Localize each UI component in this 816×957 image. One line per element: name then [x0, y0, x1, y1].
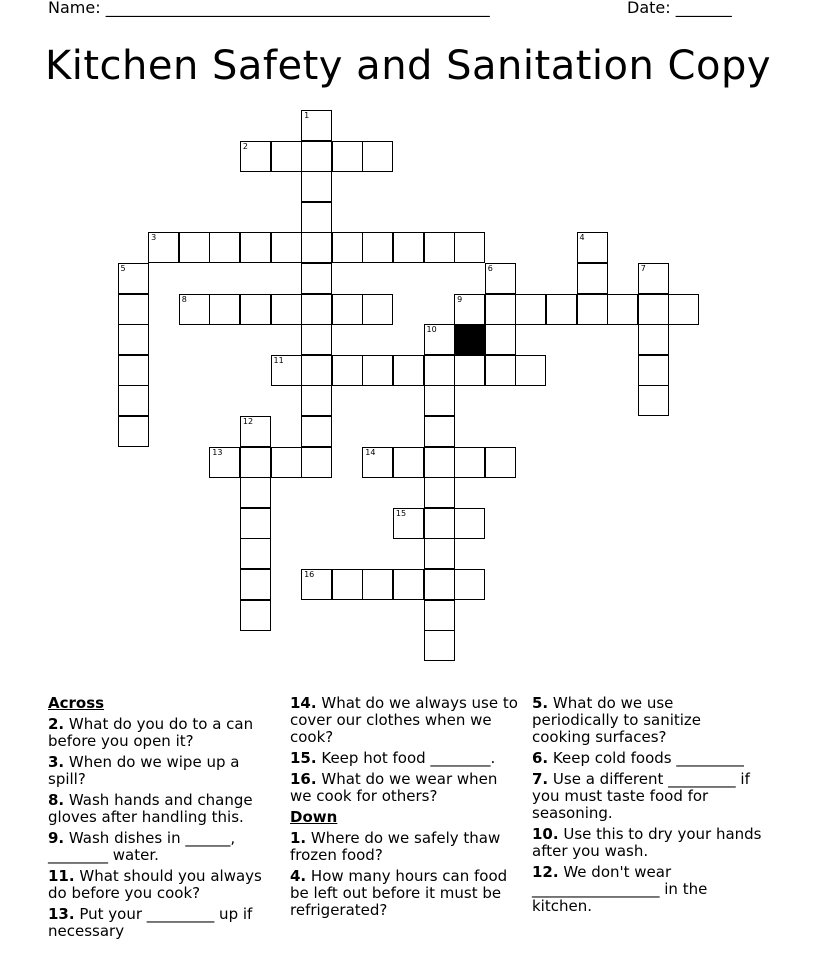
name-blank[interactable]: ________________________________________________: [105, 0, 490, 17]
grid-cell[interactable]: [301, 355, 332, 386]
clue-across-3: 3. When do we wipe up a spill?: [48, 753, 240, 788]
clue-number: 8: [181, 294, 187, 304]
clue-number: 2: [242, 141, 248, 151]
grid-cell[interactable]: [362, 355, 393, 386]
grid-cell[interactable]: [148, 232, 179, 263]
clue-number: 12: [242, 417, 254, 426]
grid-cell[interactable]: [118, 385, 149, 416]
grid-cell[interactable]: [638, 294, 669, 325]
clue-down-1: 1. Where do we safely thaw frozen food?: [290, 829, 501, 864]
clue-across-11: 11. What should you always do before you cook?: [48, 867, 262, 902]
grid-cell[interactable]: [362, 232, 393, 263]
grid-cell[interactable]: [577, 263, 608, 294]
grid-cell[interactable]: [607, 294, 638, 325]
clue-across-16: 16. What do we wear when we cook for others?: [290, 770, 498, 805]
grid-cell[interactable]: [240, 294, 271, 325]
clue-across-14: 14. What do we always use to cover our clothes when we cook?: [290, 694, 518, 746]
grid-cell[interactable]: [271, 294, 302, 325]
grid-cell[interactable]: [577, 232, 608, 263]
date-blank[interactable]: _______: [675, 0, 732, 17]
grid-cell[interactable]: [240, 477, 271, 508]
grid-cell[interactable]: [454, 355, 485, 386]
grid-cell[interactable]: [638, 385, 669, 416]
name-label: Name:: [48, 0, 101, 17]
grid-cell[interactable]: [118, 355, 149, 386]
grid-cell[interactable]: [424, 416, 455, 447]
grid-cell[interactable]: [240, 600, 271, 631]
date-label: Date:: [627, 0, 671, 17]
grid-cell[interactable]: [393, 508, 424, 539]
grid-cell[interactable]: [424, 385, 455, 416]
grid-cell[interactable]: [240, 416, 271, 447]
grid-cell[interactable]: [301, 232, 332, 263]
grid-cell[interactable]: [301, 294, 332, 325]
clue-down-10: 10. Use this to dry your hands after you wash.: [532, 825, 762, 860]
grid-cell[interactable]: [301, 416, 332, 447]
page-title: Kitchen Safety and Sanitation Copy: [44, 43, 772, 89]
grid-cell[interactable]: [485, 355, 516, 386]
grid-cell[interactable]: [454, 294, 485, 325]
grid-cell[interactable]: [240, 538, 271, 569]
grid-cell[interactable]: [271, 141, 302, 172]
grid-cell[interactable]: [424, 508, 455, 539]
grid-cell[interactable]: [454, 508, 485, 539]
grid-cell[interactable]: [577, 294, 608, 325]
grid-cell[interactable]: [118, 294, 149, 325]
grid-cell[interactable]: [118, 416, 149, 447]
grid-cell[interactable]: [424, 447, 455, 478]
clue-number: 11: [273, 355, 284, 365]
grid-cell[interactable]: [240, 569, 271, 600]
grid-cell[interactable]: [393, 355, 424, 386]
clue-number: 14: [365, 447, 376, 457]
grid-cell[interactable]: [118, 324, 149, 355]
grid-cell[interactable]: [301, 202, 332, 233]
clue-number: 16: [304, 570, 315, 579]
grid-cell[interactable]: [332, 141, 363, 172]
grid-cell[interactable]: [332, 355, 363, 386]
grid-cell[interactable]: [515, 355, 546, 386]
clue-down-6: 6. Keep cold foods _________: [532, 749, 744, 767]
clue-number: 15: [395, 508, 407, 518]
grid-cell[interactable]: [362, 141, 393, 172]
grid-cell[interactable]: [424, 477, 455, 508]
grid-cell[interactable]: [271, 232, 302, 263]
grid-cell[interactable]: [424, 630, 455, 661]
grid-cell[interactable]: [485, 324, 516, 355]
grid-cell[interactable]: [240, 508, 271, 539]
grid-cell[interactable]: [240, 141, 271, 172]
blocked-cell: [454, 324, 485, 355]
grid-cell[interactable]: [209, 294, 240, 325]
grid-cell[interactable]: [362, 569, 393, 600]
grid-cell[interactable]: [179, 232, 210, 263]
grid-cell[interactable]: [424, 324, 455, 355]
clue-number: 10: [426, 325, 437, 335]
grid-cell[interactable]: [271, 355, 302, 386]
grid-cell[interactable]: [454, 447, 485, 478]
grid-cell[interactable]: [301, 141, 332, 172]
grid-cell[interactable]: [301, 385, 332, 416]
across-heading: Across: [48, 694, 105, 712]
down-heading: Down: [290, 808, 338, 826]
clue-down-7: 7. Use a different _________ if you must taste food for seasoning.: [532, 770, 750, 822]
grid-cell[interactable]: [485, 294, 516, 325]
grid-cell[interactable]: [638, 324, 669, 355]
grid-cell[interactable]: [271, 447, 302, 478]
grid-cell[interactable]: [240, 447, 271, 478]
grid-cell[interactable]: [424, 232, 455, 263]
grid-cell[interactable]: [424, 569, 455, 600]
clue-number: 5: [120, 264, 126, 273]
grid-cell[interactable]: [332, 569, 363, 600]
clue-across-15: 15. Keep hot food ________.: [290, 749, 496, 767]
clue-column-1: [48, 695, 280, 944]
grid-cell[interactable]: [301, 110, 332, 141]
grid-cell[interactable]: [668, 294, 699, 325]
clue-across-9: 9. Wash dishes in ______, ________ water.: [48, 829, 236, 864]
grid-cell[interactable]: [209, 232, 240, 263]
grid-cell[interactable]: [638, 263, 669, 294]
grid-cell[interactable]: [301, 569, 332, 600]
grid-cell[interactable]: [424, 538, 455, 569]
grid-cell[interactable]: [454, 569, 485, 600]
clue-number: 3: [151, 233, 157, 243]
grid-cell[interactable]: [393, 447, 424, 478]
clue-across-8: 8. Wash hands and change gloves after handling this.: [48, 791, 253, 826]
grid-cell[interactable]: [240, 232, 271, 263]
grid-cell[interactable]: [301, 324, 332, 355]
grid-cell[interactable]: [118, 263, 149, 294]
clue-number: 4: [579, 233, 585, 243]
grid-cell[interactable]: [179, 294, 210, 325]
grid-cell[interactable]: [362, 447, 393, 478]
clue-down-4: 4. How many hours can food be left out before it must be refrigerated?: [290, 867, 508, 919]
grid-cell[interactable]: [546, 294, 577, 325]
clue-number: 9: [457, 294, 463, 304]
clue-number: 1: [304, 111, 310, 120]
clue-column-2: [290, 695, 522, 923]
clue-across-2: 2. What do you do to a can before you open it?: [48, 715, 254, 750]
grid-cell[interactable]: [393, 569, 424, 600]
grid-cell[interactable]: [301, 171, 332, 202]
grid-cell[interactable]: [638, 355, 669, 386]
clue-column-3: [532, 695, 764, 919]
grid-cell[interactable]: [332, 232, 363, 263]
clue-down-5: 5. What do we use periodically to sanitize cooking surfaces?: [532, 694, 702, 746]
grid-cell[interactable]: [301, 263, 332, 294]
grid-cell[interactable]: [424, 355, 455, 386]
grid-cell[interactable]: [485, 263, 516, 294]
grid-cell[interactable]: [332, 294, 363, 325]
clue-number: 13: [212, 447, 223, 457]
clue-number: 6: [487, 264, 493, 273]
clue-down-12: 12. We don't wear _________________ in the kitchen.: [532, 863, 708, 915]
grid-cell[interactable]: [424, 600, 455, 631]
grid-cell[interactable]: [515, 294, 546, 325]
grid-cell[interactable]: [454, 232, 485, 263]
grid-cell[interactable]: [209, 447, 240, 478]
grid-cell[interactable]: [393, 232, 424, 263]
clue-across-13: 13. Put your _________ up if necessary: [48, 905, 253, 940]
grid-cell[interactable]: [301, 447, 332, 478]
grid-cell[interactable]: [362, 294, 393, 325]
grid-cell[interactable]: [485, 447, 516, 478]
clue-number: 7: [640, 264, 646, 273]
